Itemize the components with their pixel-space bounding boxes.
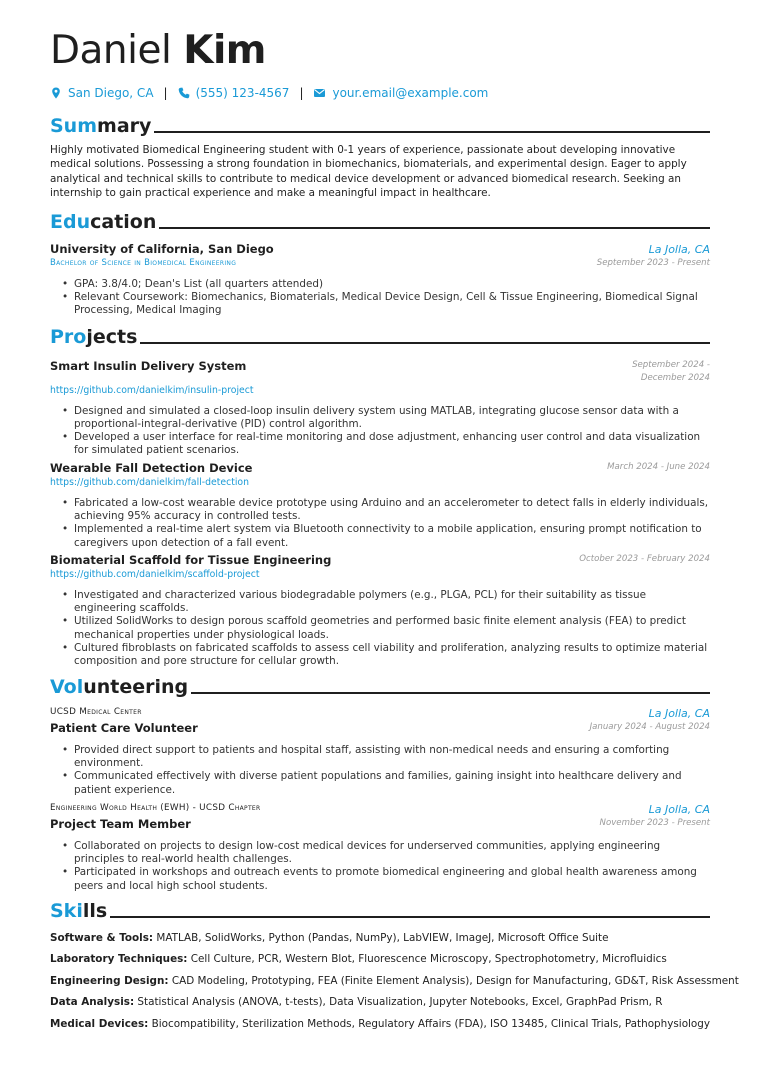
- list-item: • Investigated and characterized various biodegradable polymers (e.g., PLGA, PCL) for their suitability as tissue engineering scaffolds.: [74, 589, 710, 616]
- skill-value: MATLAB, SolidWorks, Python (Pandas, NumPy), LabVIEW, ImageJ, Microsoft Office Suite: [156, 931, 609, 944]
- organization: UCSD Medical Center: [50, 706, 142, 717]
- list-item: • GPA: 3.8/4.0; Dean's List (all quarters attended): [74, 278, 710, 291]
- organization: Engineering World Health (EWH) - UCSD Chapter: [50, 802, 261, 813]
- volunteering-heading: [50, 673, 710, 699]
- list-item: • Relevant Coursework: Biomechanics, Biomaterials, Medical Device Design, Cell & Tissue Engineering, Biomedical Signal Processing, Medical Imaging: [74, 291, 710, 318]
- skill-row: [50, 952, 710, 966]
- section-title: Projects: [50, 325, 138, 348]
- project-bullets: [50, 589, 710, 669]
- project-dates: October 2023 - February 2024: [579, 553, 710, 564]
- volunteer-entry: [50, 802, 710, 893]
- section-rule: [154, 131, 710, 133]
- section-title: Skills: [50, 900, 108, 923]
- section-rule: [191, 692, 710, 694]
- skill-value: CAD Modeling, Prototyping, FEA (Finite Element Analysis), Design for Manufacturing, GD&T, Risk Assessment: [171, 974, 739, 987]
- list-item: • Designed and simulated a closed-loop insulin delivery system using MATLAB, integrating glucose sensor data with a proportional-integral-derivative (PID) control algorithm.: [74, 405, 710, 432]
- contact-location: [50, 86, 154, 100]
- project-link[interactable]: https://github.com/danielkim/scaffold-project: [50, 568, 260, 580]
- project-name: Biomaterial Scaffold for Tissue Engineering: [50, 552, 332, 567]
- contact-separator: |: [299, 86, 304, 100]
- skill-label: Laboratory Techniques:: [50, 953, 188, 966]
- volunteer-location: La Jolla, CA: [648, 706, 710, 720]
- volunteer-bullets: [50, 744, 710, 797]
- skills-list: [50, 931, 739, 1031]
- map-marker-icon: [50, 87, 62, 99]
- first-name: Daniel: [50, 28, 172, 73]
- volunteer-bullets: [50, 840, 710, 893]
- contact-separator: |: [163, 86, 168, 100]
- resume-name: [50, 28, 710, 74]
- project-name: Smart Insulin Delivery System: [50, 358, 247, 373]
- list-item: • Provided direct support to patients and hospital staff, assisting with non-medical needs and ensuring a comforting environment.: [74, 744, 710, 771]
- skill-value: Statistical Analysis (ANOVA, t-tests), Data Visualization, Jupyter Notebooks, Excel, GraphPad Prism, R: [137, 996, 663, 1009]
- list-item: • Collaborated on projects to design low-cost medical devices for underserved communities, applying engineering principles to real-world health challenges.: [74, 840, 710, 867]
- education-entry: [50, 242, 710, 318]
- project-dates: March 2024 - June 2024: [607, 461, 710, 472]
- location-text: San Diego, CA: [68, 86, 154, 100]
- project-bullets: [50, 497, 710, 550]
- school-name: University of California, San Diego: [50, 241, 274, 256]
- projects-heading: [50, 323, 710, 349]
- skill-value: Biocompatibility, Sterilization Methods, Regulatory Affairs (FDA), ISO 13485, Clinical Trials, Pathophysiology: [151, 1017, 711, 1030]
- section-rule: [159, 227, 710, 229]
- envelope-icon: [313, 87, 326, 99]
- resume-page: [50, 28, 739, 1031]
- list-item: • Implemented a real-time alert system via Bluetooth connectivity to a mobile application, ensuring prompt notification to caregivers upon detection of a fall event.: [74, 523, 710, 550]
- project-name: Wearable Fall Detection Device: [50, 460, 253, 475]
- volunteer-entry: [50, 706, 710, 797]
- email-link[interactable]: your.email@example.com: [332, 86, 489, 100]
- summary-heading: [50, 112, 710, 138]
- section-rule: [110, 916, 710, 918]
- education-heading: [50, 208, 710, 234]
- project-entry: [50, 553, 710, 669]
- skills-heading: [50, 897, 710, 923]
- contact-email[interactable]: [313, 86, 488, 100]
- list-item: • Communicated effectively with diverse patient populations and families, gaining insight into healthcare delivery and patient experience.: [74, 770, 710, 797]
- skill-label: Medical Devices:: [50, 1017, 149, 1030]
- list-item: • Developed a user interface for real-time monitoring and dose adjustment, enhancing user control and data visualization for simulated patient scenarios.: [74, 431, 710, 458]
- contact-phone[interactable]: [178, 86, 290, 100]
- section-title: Summary: [50, 115, 152, 137]
- project-bullets: [50, 405, 710, 458]
- skill-label: Data Analysis:: [50, 996, 135, 1009]
- volunteer-dates: November 2023 - Present: [599, 817, 710, 828]
- degree: Bachelor of Science in Biomedical Engineering: [50, 257, 237, 268]
- list-item: • Participated in workshops and outreach events to promote biomedical engineering and global health awareness among peers and local high school students.: [74, 866, 710, 893]
- phone-icon: [178, 87, 190, 99]
- education-bullets: [50, 278, 710, 318]
- list-item: • Fabricated a low-cost wearable device prototype using Arduino and an accelerometer to detect falls in elderly individuals, achieving 95% accuracy in controlled tests.: [74, 497, 710, 524]
- phone-text[interactable]: (555) 123-4567: [195, 86, 290, 100]
- project-link[interactable]: https://github.com/danielkim/insulin-project: [50, 384, 254, 396]
- skill-row: [50, 995, 710, 1009]
- project-entry: [50, 359, 710, 458]
- education-dates: September 2023 - Present: [596, 257, 710, 268]
- project-link[interactable]: https://github.com/danielkim/fall-detection: [50, 476, 250, 488]
- volunteer-role: Patient Care Volunteer: [50, 720, 198, 735]
- project-entry: [50, 461, 710, 550]
- volunteer-location: La Jolla, CA: [648, 802, 710, 816]
- skill-row: [50, 931, 710, 945]
- skill-label: Software & Tools:: [50, 931, 154, 944]
- project-dates: September 2024 - December 2024: [632, 359, 710, 383]
- summary-text: Highly motivated Biomedical Engineering student with 0-1 years of experience, passionate about developing innovative medical solutions. Possessing a strong foundation in biomechanics, biomaterials, and experimental design. Eager to apply analytical and technical skills to contribute to medical device development or advanced biomedical research. Seeking an internship to gain practical experience and make a meaningful impact in healthcare.: [50, 144, 687, 200]
- list-item: • Utilized SolidWorks to design porous scaffold geometries and performed basic finite element analysis (FEA) to predict mechanical properties under physiological loads.: [74, 615, 710, 642]
- skill-row: [50, 974, 739, 988]
- last-name: Kim: [183, 28, 266, 73]
- section-title: Volunteering: [50, 675, 189, 698]
- skill-label: Engineering Design:: [50, 974, 169, 987]
- contact-bar: [50, 84, 710, 102]
- volunteer-dates: January 2024 - August 2024: [589, 721, 710, 732]
- section-title: Education: [50, 210, 157, 233]
- skill-value: Cell Culture, PCR, Western Blot, Fluorescence Microscopy, Spectrophotometry, Microfluidics: [190, 953, 667, 966]
- education-location: La Jolla, CA: [648, 242, 710, 256]
- list-item: • Cultured fibroblasts on fabricated scaffolds to assess cell viability and proliferation, analyzing results to optimize material composition and pore structure for cellular growth.: [74, 642, 710, 669]
- skill-row: [50, 1017, 710, 1031]
- volunteer-role: Project Team Member: [50, 816, 191, 831]
- section-rule: [140, 342, 710, 344]
